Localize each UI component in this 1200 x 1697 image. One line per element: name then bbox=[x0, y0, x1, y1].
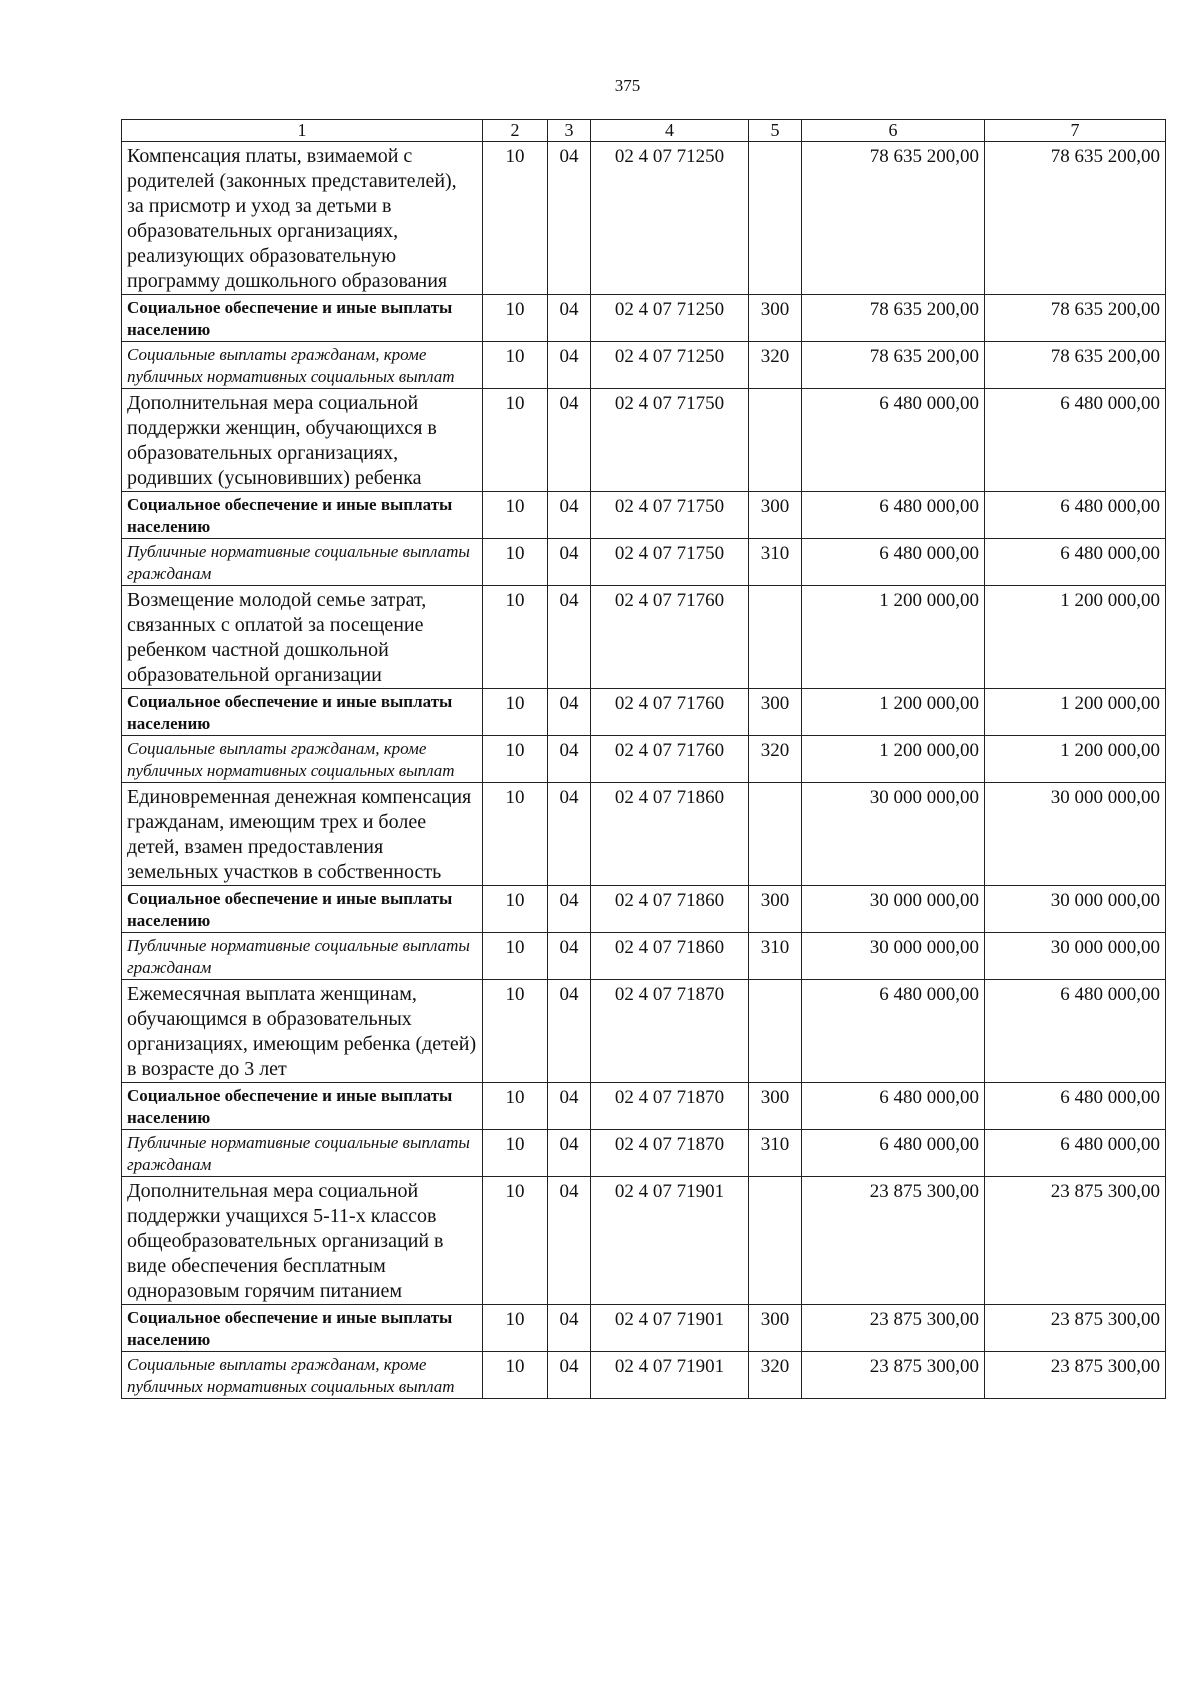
table-row bbox=[122, 295, 1166, 342]
amount-year-1: 78 635 200,00 bbox=[802, 342, 985, 389]
row-description: Компенсация платы, взимаемой с родителей (законных представителей), за присмотр и уход за детьми в образовательных организациях, реализующих образовательную программу дошкольного образования bbox=[122, 142, 483, 295]
column-header: 4 bbox=[591, 120, 749, 142]
expense-type-code: 300 bbox=[749, 689, 802, 736]
target-article-code: 02 4 07 71860 bbox=[591, 933, 749, 980]
subsection-code: 04 bbox=[548, 1177, 591, 1305]
subsection-code: 04 bbox=[548, 933, 591, 980]
page-number: 375 bbox=[614, 76, 641, 95]
row-description: Социальное обеспечение и иные выплаты населению bbox=[122, 295, 483, 342]
row-description: Единовременная денежная компенсация гражданам, имеющим трех и более детей, взамен предоставления земельных участков в собственность bbox=[122, 783, 483, 886]
expense-type-code: 300 bbox=[749, 295, 802, 342]
amount-year-2: 6 480 000,00 bbox=[985, 492, 1166, 539]
subsection-code: 04 bbox=[548, 342, 591, 389]
subsection-code: 04 bbox=[548, 295, 591, 342]
row-description: Публичные нормативные социальные выплаты гражданам bbox=[122, 1130, 483, 1177]
amount-year-1: 6 480 000,00 bbox=[802, 389, 985, 492]
expense-type-code bbox=[749, 1177, 802, 1305]
target-article-code: 02 4 07 71870 bbox=[591, 1083, 749, 1130]
section-code: 10 bbox=[483, 1177, 548, 1305]
section-code: 10 bbox=[483, 933, 548, 980]
row-description: Социальные выплаты гражданам, кроме публичных нормативных социальных выплат bbox=[122, 736, 483, 783]
amount-year-1: 1 200 000,00 bbox=[802, 586, 985, 689]
table-row bbox=[122, 980, 1166, 1083]
target-article-code: 02 4 07 71860 bbox=[591, 886, 749, 933]
section-code: 10 bbox=[483, 342, 548, 389]
target-article-code: 02 4 07 71250 bbox=[591, 342, 749, 389]
subsection-code: 04 bbox=[548, 783, 591, 886]
amount-year-2: 23 875 300,00 bbox=[985, 1352, 1166, 1399]
target-article-code: 02 4 07 71860 bbox=[591, 783, 749, 886]
section-code: 10 bbox=[483, 1352, 548, 1399]
expense-type-code: 310 bbox=[749, 539, 802, 586]
amount-year-1: 78 635 200,00 bbox=[802, 142, 985, 295]
table-row bbox=[122, 1083, 1166, 1130]
expense-type-code: 320 bbox=[749, 1352, 802, 1399]
expense-type-code bbox=[749, 389, 802, 492]
target-article-code: 02 4 07 71760 bbox=[591, 736, 749, 783]
amount-year-1: 78 635 200,00 bbox=[802, 295, 985, 342]
row-description: Ежемесячная выплата женщинам, обучающимся в образовательных организациях, имеющим ребенка (детей) в возрасте до 3 лет bbox=[122, 980, 483, 1083]
row-description: Социальное обеспечение и иные выплаты населению bbox=[122, 1083, 483, 1130]
section-code: 10 bbox=[483, 1083, 548, 1130]
expense-type-code: 310 bbox=[749, 933, 802, 980]
section-code: 10 bbox=[483, 886, 548, 933]
table-row bbox=[122, 389, 1166, 492]
amount-year-2: 23 875 300,00 bbox=[985, 1305, 1166, 1352]
subsection-code: 04 bbox=[548, 1352, 591, 1399]
section-code: 10 bbox=[483, 689, 548, 736]
row-description: Социальные выплаты гражданам, кроме публичных нормативных социальных выплат bbox=[122, 342, 483, 389]
amount-year-2: 78 635 200,00 bbox=[985, 142, 1166, 295]
column-header: 7 bbox=[985, 120, 1166, 142]
table-row bbox=[122, 736, 1166, 783]
column-header: 3 bbox=[548, 120, 591, 142]
amount-year-2: 6 480 000,00 bbox=[985, 980, 1166, 1083]
amount-year-2: 6 480 000,00 bbox=[985, 539, 1166, 586]
expense-type-code bbox=[749, 586, 802, 689]
amount-year-1: 23 875 300,00 bbox=[802, 1177, 985, 1305]
amount-year-2: 30 000 000,00 bbox=[985, 886, 1166, 933]
subsection-code: 04 bbox=[548, 539, 591, 586]
row-description: Социальное обеспечение и иные выплаты населению bbox=[122, 492, 483, 539]
target-article-code: 02 4 07 71901 bbox=[591, 1177, 749, 1305]
amount-year-1: 30 000 000,00 bbox=[802, 886, 985, 933]
row-description: Социальное обеспечение и иные выплаты населению bbox=[122, 1305, 483, 1352]
budget-table bbox=[121, 119, 1166, 1399]
section-code: 10 bbox=[483, 586, 548, 689]
table-row bbox=[122, 342, 1166, 389]
table-row bbox=[122, 492, 1166, 539]
table-row bbox=[122, 689, 1166, 736]
row-description: Публичные нормативные социальные выплаты гражданам bbox=[122, 539, 483, 586]
amount-year-2: 78 635 200,00 bbox=[985, 342, 1166, 389]
row-description: Дополнительная мера социальной поддержки женщин, обучающихся в образовательных организациях, родивших (усыновивших) ребенка bbox=[122, 389, 483, 492]
subsection-code: 04 bbox=[548, 492, 591, 539]
subsection-code: 04 bbox=[548, 586, 591, 689]
amount-year-1: 1 200 000,00 bbox=[802, 736, 985, 783]
table-row bbox=[122, 142, 1166, 295]
amount-year-1: 23 875 300,00 bbox=[802, 1305, 985, 1352]
amount-year-2: 23 875 300,00 bbox=[985, 1177, 1166, 1305]
amount-year-2: 30 000 000,00 bbox=[985, 933, 1166, 980]
expense-type-code: 300 bbox=[749, 1083, 802, 1130]
amount-year-1: 30 000 000,00 bbox=[802, 933, 985, 980]
table-row bbox=[122, 1352, 1166, 1399]
section-code: 10 bbox=[483, 389, 548, 492]
target-article-code: 02 4 07 71870 bbox=[591, 980, 749, 1083]
section-code: 10 bbox=[483, 783, 548, 886]
amount-year-2: 1 200 000,00 bbox=[985, 736, 1166, 783]
subsection-code: 04 bbox=[548, 736, 591, 783]
section-code: 10 bbox=[483, 980, 548, 1083]
amount-year-2: 78 635 200,00 bbox=[985, 295, 1166, 342]
table-body bbox=[122, 120, 1166, 1399]
amount-year-1: 6 480 000,00 bbox=[802, 539, 985, 586]
section-code: 10 bbox=[483, 142, 548, 295]
column-header: 2 bbox=[483, 120, 548, 142]
amount-year-1: 30 000 000,00 bbox=[802, 783, 985, 886]
subsection-code: 04 bbox=[548, 142, 591, 295]
target-article-code: 02 4 07 71901 bbox=[591, 1352, 749, 1399]
target-article-code: 02 4 07 71760 bbox=[591, 586, 749, 689]
section-code: 10 bbox=[483, 492, 548, 539]
subsection-code: 04 bbox=[548, 1305, 591, 1352]
amount-year-1: 6 480 000,00 bbox=[802, 980, 985, 1083]
amount-year-2: 6 480 000,00 bbox=[985, 389, 1166, 492]
expense-type-code: 300 bbox=[749, 886, 802, 933]
row-description: Дополнительная мера социальной поддержки учащихся 5-11-х классов общеобразовательных организаций в виде обеспечения бесплатным одноразовым горячим питанием bbox=[122, 1177, 483, 1305]
target-article-code: 02 4 07 71750 bbox=[591, 389, 749, 492]
subsection-code: 04 bbox=[548, 886, 591, 933]
table-row bbox=[122, 586, 1166, 689]
expense-type-code bbox=[749, 980, 802, 1083]
target-article-code: 02 4 07 71250 bbox=[591, 295, 749, 342]
section-code: 10 bbox=[483, 736, 548, 783]
target-article-code: 02 4 07 71250 bbox=[591, 142, 749, 295]
amount-year-1: 1 200 000,00 bbox=[802, 689, 985, 736]
subsection-code: 04 bbox=[548, 1083, 591, 1130]
table-row bbox=[122, 886, 1166, 933]
subsection-code: 04 bbox=[548, 389, 591, 492]
amount-year-1: 6 480 000,00 bbox=[802, 492, 985, 539]
target-article-code: 02 4 07 71750 bbox=[591, 539, 749, 586]
amount-year-2: 1 200 000,00 bbox=[985, 689, 1166, 736]
amount-year-2: 6 480 000,00 bbox=[985, 1083, 1166, 1130]
row-description: Социальное обеспечение и иные выплаты населению bbox=[122, 689, 483, 736]
amount-year-1: 6 480 000,00 bbox=[802, 1130, 985, 1177]
table-row bbox=[122, 783, 1166, 886]
row-description: Возмещение молодой семье затрат, связанных с оплатой за посещение ребенком частной дошкольной образовательной организации bbox=[122, 586, 483, 689]
subsection-code: 04 bbox=[548, 980, 591, 1083]
section-code: 10 bbox=[483, 1130, 548, 1177]
amount-year-2: 1 200 000,00 bbox=[985, 586, 1166, 689]
column-header: 5 bbox=[749, 120, 802, 142]
target-article-code: 02 4 07 71750 bbox=[591, 492, 749, 539]
table-row bbox=[122, 933, 1166, 980]
expense-type-code: 300 bbox=[749, 1305, 802, 1352]
column-header: 1 bbox=[122, 120, 483, 142]
section-code: 10 bbox=[483, 295, 548, 342]
amount-year-2: 30 000 000,00 bbox=[985, 783, 1166, 886]
expense-type-code: 310 bbox=[749, 1130, 802, 1177]
amount-year-2: 6 480 000,00 bbox=[985, 1130, 1166, 1177]
expense-type-code: 320 bbox=[749, 736, 802, 783]
expense-type-code bbox=[749, 142, 802, 295]
expense-type-code: 320 bbox=[749, 342, 802, 389]
row-description: Социальные выплаты гражданам, кроме публичных нормативных социальных выплат bbox=[122, 1352, 483, 1399]
table-row bbox=[122, 1177, 1166, 1305]
expense-type-code: 300 bbox=[749, 492, 802, 539]
expense-type-code bbox=[749, 783, 802, 886]
section-code: 10 bbox=[483, 539, 548, 586]
target-article-code: 02 4 07 71760 bbox=[591, 689, 749, 736]
table-header-row bbox=[122, 120, 1166, 142]
row-description: Публичные нормативные социальные выплаты гражданам bbox=[122, 933, 483, 980]
column-header: 6 bbox=[802, 120, 985, 142]
table-row bbox=[122, 1305, 1166, 1352]
subsection-code: 04 bbox=[548, 689, 591, 736]
amount-year-1: 23 875 300,00 bbox=[802, 1352, 985, 1399]
target-article-code: 02 4 07 71901 bbox=[591, 1305, 749, 1352]
row-description: Социальное обеспечение и иные выплаты населению bbox=[122, 886, 483, 933]
table-row bbox=[122, 1130, 1166, 1177]
table-row bbox=[122, 539, 1166, 586]
amount-year-1: 6 480 000,00 bbox=[802, 1083, 985, 1130]
target-article-code: 02 4 07 71870 bbox=[591, 1130, 749, 1177]
subsection-code: 04 bbox=[548, 1130, 591, 1177]
section-code: 10 bbox=[483, 1305, 548, 1352]
